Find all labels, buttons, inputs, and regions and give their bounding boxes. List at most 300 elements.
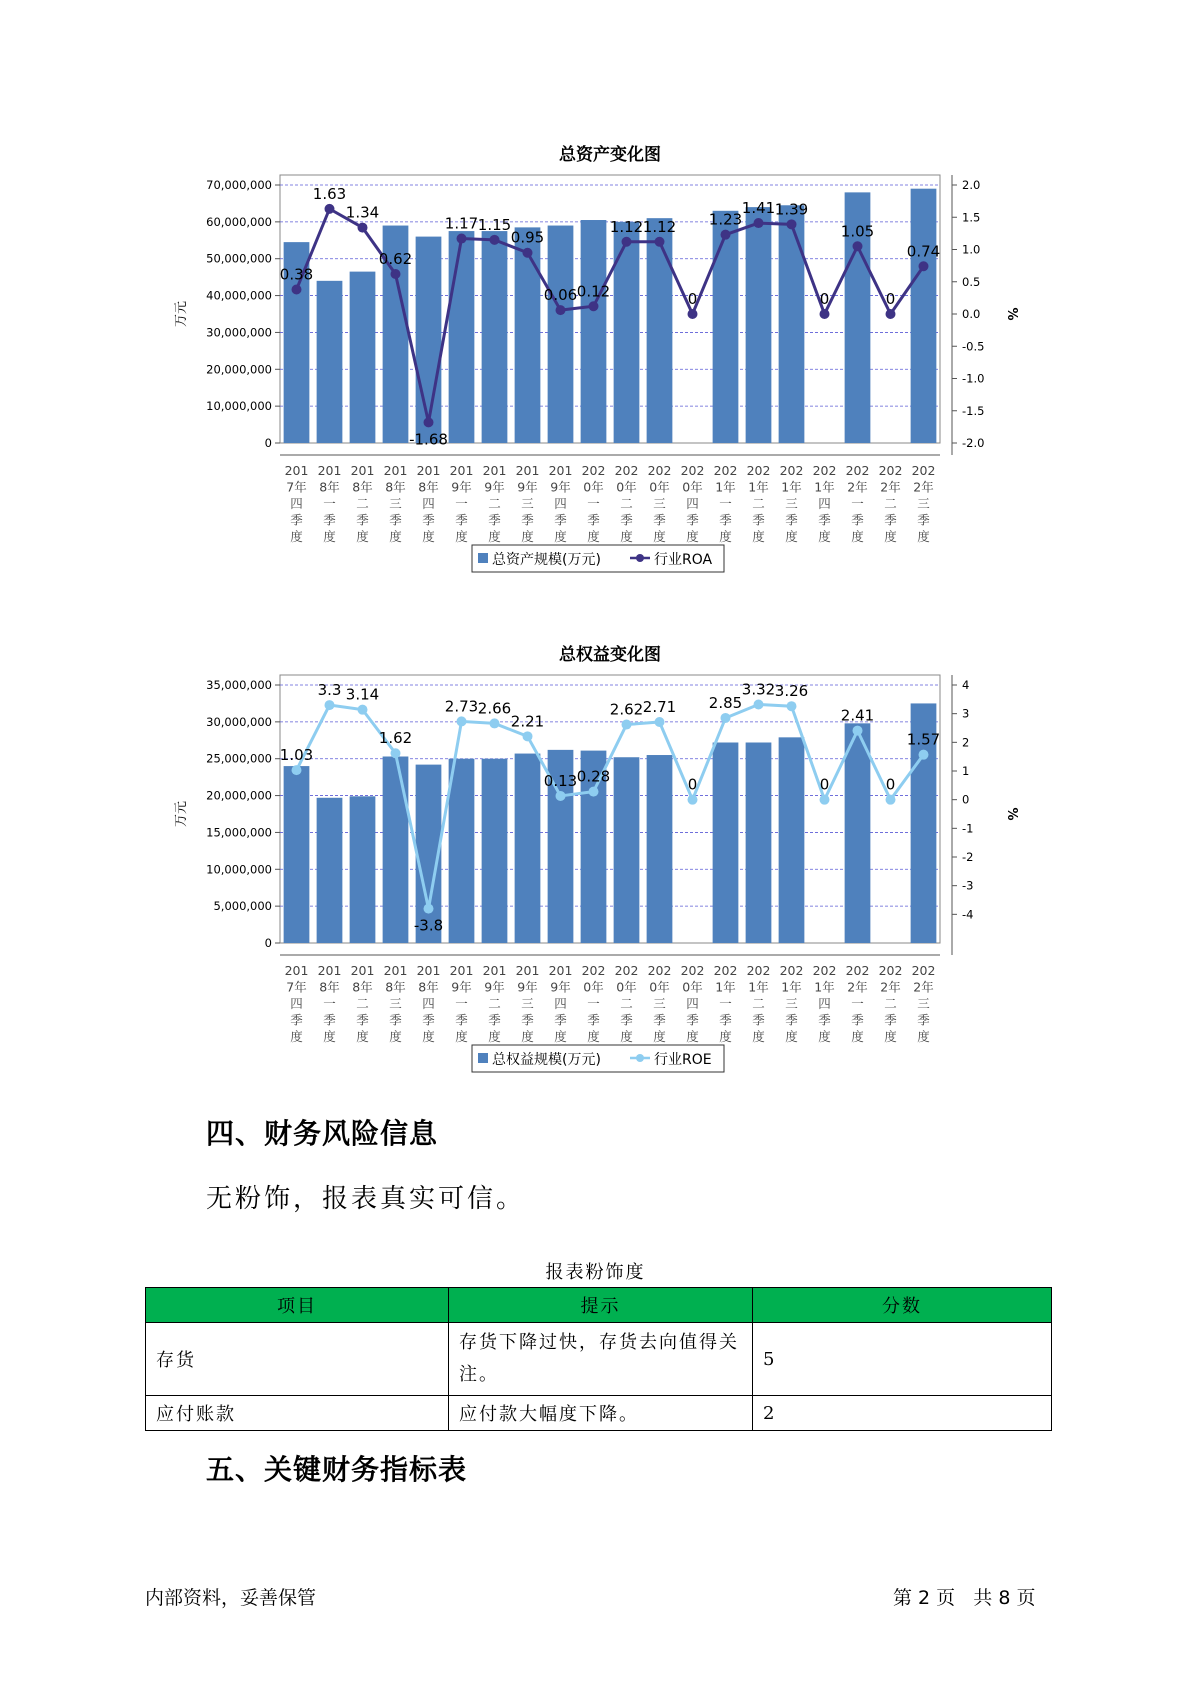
x-tick-label: 三 [389, 996, 402, 1011]
x-tick-label: 季 [323, 1012, 336, 1028]
x-tick-label: 7年 [286, 979, 307, 995]
x-tick-label: 202 [812, 463, 837, 478]
cell-hint: 存货下降过快，存货去向值得关注。 [449, 1323, 753, 1396]
x-tick-label: 0年 [583, 479, 604, 495]
chart-title: 总资产变化图 [559, 145, 661, 165]
x-tick-label: 0年 [616, 479, 637, 495]
bar [713, 211, 739, 443]
x-tick-label: 一 [719, 496, 732, 511]
x-tick-label: 202 [614, 463, 639, 478]
x-tick-label: 202 [845, 963, 870, 978]
x-tick-label: 季 [455, 512, 468, 528]
x-tick-label: 202 [647, 963, 672, 978]
header-item: 项目 [146, 1288, 449, 1323]
x-tick-label: 度 [323, 1029, 336, 1044]
header-hint: 提示 [449, 1288, 753, 1323]
x-tick-label: 202 [878, 963, 903, 978]
x-tick-label: 度 [818, 529, 831, 544]
x-tick-label: 季 [422, 512, 435, 528]
data-label: 0 [687, 290, 698, 308]
line-point [787, 219, 797, 229]
x-tick-label: 季 [686, 1012, 699, 1028]
x-tick-label: 度 [884, 1029, 897, 1044]
x-tick-label: 201 [284, 963, 309, 978]
x-tick-label: 季 [851, 512, 864, 528]
x-tick-label: 季 [620, 1012, 633, 1028]
x-tick-label: 季 [488, 1012, 501, 1028]
x-tick-label: 2年 [847, 479, 868, 495]
x-tick-label: 2年 [880, 979, 901, 995]
data-label: 2.21 [510, 712, 545, 731]
cell-score: 5 [753, 1323, 1052, 1396]
x-tick-label: 四 [554, 996, 567, 1011]
x-tick-label: 度 [290, 1029, 303, 1044]
x-tick-label: 季 [554, 1012, 567, 1028]
x-tick-label: 二 [488, 496, 501, 511]
x-tick-label: 202 [779, 963, 804, 978]
bar [482, 759, 508, 943]
x-tick-label: 2年 [880, 479, 901, 495]
x-tick-label: 201 [317, 963, 342, 978]
x-tick-label: 季 [917, 1012, 930, 1028]
data-label: 1.39 [774, 200, 809, 219]
x-tick-label: 202 [746, 463, 771, 478]
x-tick-label: 二 [488, 996, 501, 1011]
table-row [146, 1323, 1052, 1396]
x-tick-label: 度 [653, 1029, 666, 1044]
line-point [688, 309, 698, 319]
line-point [754, 699, 764, 709]
y-tick-label: 20,000,000 [206, 788, 272, 803]
bar [383, 757, 409, 943]
x-tick-label: 四 [554, 496, 567, 511]
x-tick-label: 202 [680, 963, 705, 978]
x-tick-label: 8年 [352, 979, 373, 995]
x-tick-label: 季 [818, 512, 831, 528]
x-tick-label: 二 [620, 496, 633, 511]
line-point [787, 701, 797, 711]
data-label: 0.62 [378, 250, 413, 269]
x-tick-label: 四 [818, 996, 831, 1011]
x-tick-label: 201 [482, 463, 507, 478]
x-tick-label: 9年 [451, 979, 472, 995]
data-label: 2.85 [708, 693, 743, 712]
x-tick-label: 202 [779, 463, 804, 478]
legend-line-dot [636, 554, 644, 562]
y2-axis-label: % [1004, 807, 1019, 821]
x-tick-label: 度 [719, 1029, 732, 1044]
y-tick-label: 60,000,000 [206, 214, 272, 229]
y2-tick-label: 1.5 [962, 210, 981, 225]
line-point [622, 237, 632, 247]
data-label: 1.62 [378, 729, 413, 748]
bar [317, 798, 343, 943]
x-tick-label: 202 [878, 463, 903, 478]
y-tick-label: 30,000,000 [206, 325, 272, 340]
x-tick-label: 季 [917, 512, 930, 528]
x-tick-label: 四 [686, 996, 699, 1011]
bar [779, 737, 805, 943]
data-label: 0 [687, 775, 698, 794]
line-point [490, 235, 500, 245]
x-tick-label: 季 [488, 512, 501, 528]
legend-bar-swatch [478, 1053, 488, 1063]
line-point [358, 705, 368, 715]
x-tick-label: 0年 [583, 979, 604, 995]
x-tick-label: 一 [587, 996, 600, 1011]
x-tick-label: 二 [356, 496, 369, 511]
x-tick-label: 季 [521, 512, 534, 528]
y2-tick-label: 0 [962, 792, 970, 807]
legend-line-dot [636, 1054, 644, 1062]
data-label: 0.13 [543, 771, 578, 790]
line-point [556, 305, 566, 315]
x-tick-label: 三 [521, 996, 534, 1011]
x-tick-label: 四 [422, 496, 435, 511]
x-tick-label: 季 [884, 512, 897, 528]
line-point [325, 700, 335, 710]
bar [746, 742, 772, 943]
x-tick-label: 度 [587, 1029, 600, 1044]
x-tick-label: 二 [356, 996, 369, 1011]
bar [614, 222, 640, 443]
y-tick-label: 10,000,000 [206, 399, 272, 414]
y-tick-label: 5,000,000 [213, 899, 272, 914]
x-tick-label: 0年 [649, 979, 670, 995]
x-tick-label: 201 [350, 463, 375, 478]
x-tick-label: 度 [521, 1029, 534, 1044]
x-tick-label: 度 [884, 529, 897, 544]
line-point [886, 309, 896, 319]
x-tick-label: 季 [389, 512, 402, 528]
x-tick-label: 度 [818, 1029, 831, 1044]
y2-tick-label: 2.0 [962, 178, 981, 192]
x-tick-label: 201 [482, 963, 507, 978]
data-label: 2.66 [477, 699, 512, 718]
bar [614, 757, 640, 943]
x-tick-label: 0年 [682, 979, 703, 995]
data-label: 1.15 [477, 215, 512, 234]
y2-tick-label: -4 [962, 907, 974, 922]
bar [647, 755, 673, 943]
y-tick-label: 10,000,000 [206, 862, 272, 877]
x-tick-label: 度 [785, 1029, 798, 1044]
data-label: 1.03 [279, 746, 314, 765]
x-tick-label: 202 [680, 463, 705, 478]
x-tick-label: 度 [521, 529, 534, 544]
x-tick-label: 季 [851, 1012, 864, 1028]
data-label: 2.41 [840, 706, 875, 725]
cell-item: 存货 [146, 1323, 449, 1396]
table-row [146, 1396, 1052, 1431]
data-label: 3.32 [741, 680, 776, 699]
x-tick-label: 1年 [814, 479, 835, 495]
x-tick-label: 9年 [451, 479, 472, 495]
x-tick-label: 1年 [715, 979, 736, 995]
window-dressing-table [145, 1287, 1052, 1431]
x-tick-label: 季 [323, 512, 336, 528]
line-point [391, 748, 401, 758]
x-tick-label: 9年 [550, 479, 571, 495]
x-tick-label: 三 [785, 996, 798, 1011]
x-tick-label: 9年 [550, 979, 571, 995]
x-tick-label: 202 [713, 963, 738, 978]
x-tick-label: 三 [653, 496, 666, 511]
legend-bar-label: 总资产规模(万元) [492, 552, 601, 568]
line-point [919, 750, 929, 760]
total-equity-chart [0, 630, 1191, 1100]
x-tick-label: 季 [719, 512, 732, 528]
x-tick-label: 度 [620, 529, 633, 544]
x-tick-label: 季 [785, 512, 798, 528]
x-tick-label: 8年 [319, 479, 340, 495]
bar [845, 723, 871, 943]
data-label: 1.23 [708, 210, 743, 229]
x-tick-label: 度 [686, 1029, 699, 1044]
x-tick-label: 2年 [913, 479, 934, 495]
x-tick-label: 二 [884, 496, 897, 511]
x-tick-label: 度 [389, 1029, 402, 1044]
x-tick-label: 季 [785, 1012, 798, 1028]
chart-title: 总权益变化图 [559, 645, 661, 665]
x-tick-label: 度 [323, 529, 336, 544]
line-point [820, 795, 830, 805]
x-tick-label: 度 [422, 529, 435, 544]
y2-tick-label: -1.5 [962, 403, 985, 418]
legend-line-label: 行业ROA [654, 552, 713, 568]
line-point [688, 795, 698, 805]
x-tick-label: 二 [620, 996, 633, 1011]
y2-tick-label: -0.5 [962, 339, 985, 354]
x-tick-label: 三 [389, 496, 402, 511]
x-tick-label: 202 [581, 963, 606, 978]
x-tick-label: 度 [455, 529, 468, 544]
y2-tick-label: 3 [962, 706, 970, 721]
x-tick-label: 202 [647, 463, 672, 478]
y-tick-label: 30,000,000 [206, 714, 272, 729]
cell-hint: 应付款大幅度下降。 [449, 1396, 753, 1431]
legend-bar-label: 总权益规模(万元) [492, 1052, 601, 1068]
x-tick-label: 0年 [649, 479, 670, 495]
y2-tick-label: -2 [962, 850, 974, 864]
data-label: 1.34 [345, 203, 380, 222]
x-tick-label: 8年 [319, 979, 340, 995]
data-label: 0 [885, 290, 896, 308]
section-heading-key-indicators: 五、关键财务指标表 [206, 1453, 468, 1486]
line-point [655, 717, 665, 727]
y-tick-label: 25,000,000 [206, 751, 272, 766]
x-tick-label: 季 [356, 512, 369, 528]
bar [548, 226, 574, 443]
line-point [523, 731, 533, 741]
x-tick-label: 1年 [781, 979, 802, 995]
x-tick-label: 度 [488, 529, 501, 544]
data-label: 2.73 [444, 697, 479, 716]
x-tick-label: 202 [812, 963, 837, 978]
x-tick-label: 度 [917, 529, 930, 544]
x-tick-label: 季 [356, 1012, 369, 1028]
x-tick-label: 201 [416, 463, 441, 478]
x-tick-label: 度 [620, 1029, 633, 1044]
x-tick-label: 度 [719, 529, 732, 544]
x-tick-label: 度 [455, 1029, 468, 1044]
x-tick-label: 三 [917, 496, 930, 511]
x-tick-label: 二 [884, 996, 897, 1011]
y2-tick-label: -1 [962, 821, 974, 836]
x-tick-label: 一 [587, 496, 600, 511]
x-tick-label: 9年 [484, 979, 505, 995]
data-label: 0.74 [906, 242, 941, 261]
x-tick-label: 季 [653, 512, 666, 528]
x-tick-label: 一 [323, 496, 336, 511]
total-assets-chart [0, 130, 1191, 600]
line-point [292, 284, 302, 294]
y2-tick-label: 0.0 [962, 307, 981, 321]
y2-axis-label: % [1004, 307, 1019, 321]
x-tick-label: 二 [752, 496, 765, 511]
header-score: 分数 [753, 1288, 1052, 1323]
line-point [919, 261, 929, 271]
x-tick-label: 季 [290, 1012, 303, 1028]
x-tick-label: 度 [851, 529, 864, 544]
line-point [820, 309, 830, 319]
x-tick-label: 202 [581, 463, 606, 478]
data-label: 0.06 [543, 286, 578, 305]
bar [647, 218, 673, 443]
data-label: 0.28 [576, 767, 611, 786]
y2-tick-label: -2.0 [962, 436, 985, 450]
x-tick-label: 一 [455, 996, 468, 1011]
line-point [589, 787, 599, 797]
x-tick-label: 201 [548, 463, 573, 478]
y-tick-label: 0 [264, 936, 272, 950]
x-tick-label: 9年 [484, 479, 505, 495]
x-tick-label: 度 [587, 529, 600, 544]
y2-tick-label: -1.0 [962, 371, 985, 386]
line-point [358, 223, 368, 233]
bar [515, 754, 541, 943]
x-tick-label: 季 [653, 1012, 666, 1028]
line-point [523, 248, 533, 258]
bar [284, 766, 310, 943]
x-tick-label: 201 [515, 963, 540, 978]
x-tick-label: 四 [290, 996, 303, 1011]
x-tick-label: 202 [614, 963, 639, 978]
data-label: 0.12 [576, 282, 611, 301]
x-tick-label: 季 [719, 1012, 732, 1028]
x-tick-label: 度 [917, 1029, 930, 1044]
x-tick-label: 1年 [715, 479, 736, 495]
line-point [424, 417, 434, 427]
line-point [556, 791, 566, 801]
x-tick-label: 度 [851, 1029, 864, 1044]
y-axis-label: 万元 [174, 300, 189, 328]
x-tick-label: 1年 [748, 979, 769, 995]
x-tick-label: 四 [290, 496, 303, 511]
y-tick-label: 40,000,000 [206, 288, 272, 303]
y-tick-label: 50,000,000 [206, 251, 272, 266]
data-label: 1.63 [312, 184, 347, 203]
x-tick-label: 季 [290, 512, 303, 528]
line-point [853, 241, 863, 251]
table-caption: 报表粉饰度 [545, 1262, 646, 1283]
y2-tick-label: 4 [962, 678, 970, 692]
x-tick-label: 季 [620, 512, 633, 528]
x-tick-label: 度 [356, 1029, 369, 1044]
x-tick-label: 度 [554, 1029, 567, 1044]
x-tick-label: 季 [818, 1012, 831, 1028]
x-tick-label: 度 [290, 529, 303, 544]
x-tick-label: 9年 [517, 479, 538, 495]
y-tick-label: 20,000,000 [206, 362, 272, 377]
data-label: 3.14 [345, 685, 380, 704]
x-tick-label: 202 [845, 463, 870, 478]
x-tick-label: 季 [587, 1012, 600, 1028]
x-tick-label: 201 [350, 963, 375, 978]
x-tick-label: 7年 [286, 479, 307, 495]
y2-tick-label: 1 [962, 764, 970, 778]
x-tick-label: 201 [317, 463, 342, 478]
x-tick-label: 三 [653, 996, 666, 1011]
line-point [391, 269, 401, 279]
legend-line-label: 行业ROE [654, 1052, 712, 1068]
x-tick-label: 201 [383, 463, 408, 478]
x-tick-label: 三 [785, 496, 798, 511]
x-tick-label: 201 [284, 463, 309, 478]
x-tick-label: 季 [884, 1012, 897, 1028]
x-tick-label: 四 [686, 496, 699, 511]
line-point [457, 716, 467, 726]
x-tick-label: 二 [752, 996, 765, 1011]
data-label: 1.17 [444, 214, 479, 233]
x-tick-label: 度 [785, 529, 798, 544]
x-tick-label: 度 [752, 529, 765, 544]
y2-tick-label: 1.0 [962, 242, 981, 257]
footer-page-number: 第 2 页 共 8 页 [893, 1587, 1036, 1609]
data-label: -3.8 [413, 916, 444, 935]
cell-item: 应付账款 [146, 1396, 449, 1431]
data-label: 3.26 [774, 682, 809, 701]
y-axis-label: 万元 [174, 800, 189, 828]
risk-summary-text: 无粉饰，报表真实可信。 [206, 1184, 526, 1214]
line-point [490, 718, 500, 728]
data-label: 1.41 [741, 199, 776, 218]
x-tick-label: 201 [416, 963, 441, 978]
y-tick-label: 0 [264, 436, 272, 450]
x-tick-label: 季 [752, 512, 765, 528]
y-tick-label: 70,000,000 [206, 178, 272, 192]
x-tick-label: 一 [851, 496, 864, 511]
x-tick-label: 2年 [847, 979, 868, 995]
line-point [721, 713, 731, 723]
data-label: 0 [885, 775, 896, 794]
bar [713, 742, 739, 943]
y-tick-label: 15,000,000 [206, 825, 272, 840]
x-tick-label: 202 [713, 463, 738, 478]
x-tick-label: 度 [422, 1029, 435, 1044]
data-label: 0.38 [279, 265, 314, 284]
data-label: 3.3 [317, 681, 342, 700]
line-point [853, 726, 863, 736]
x-tick-label: 一 [719, 996, 732, 1011]
bar [350, 796, 376, 943]
line-point [622, 720, 632, 730]
x-tick-label: 度 [653, 529, 666, 544]
x-tick-label: 季 [455, 1012, 468, 1028]
x-tick-label: 季 [389, 1012, 402, 1028]
x-tick-label: 季 [752, 1012, 765, 1028]
x-tick-label: 一 [323, 996, 336, 1011]
